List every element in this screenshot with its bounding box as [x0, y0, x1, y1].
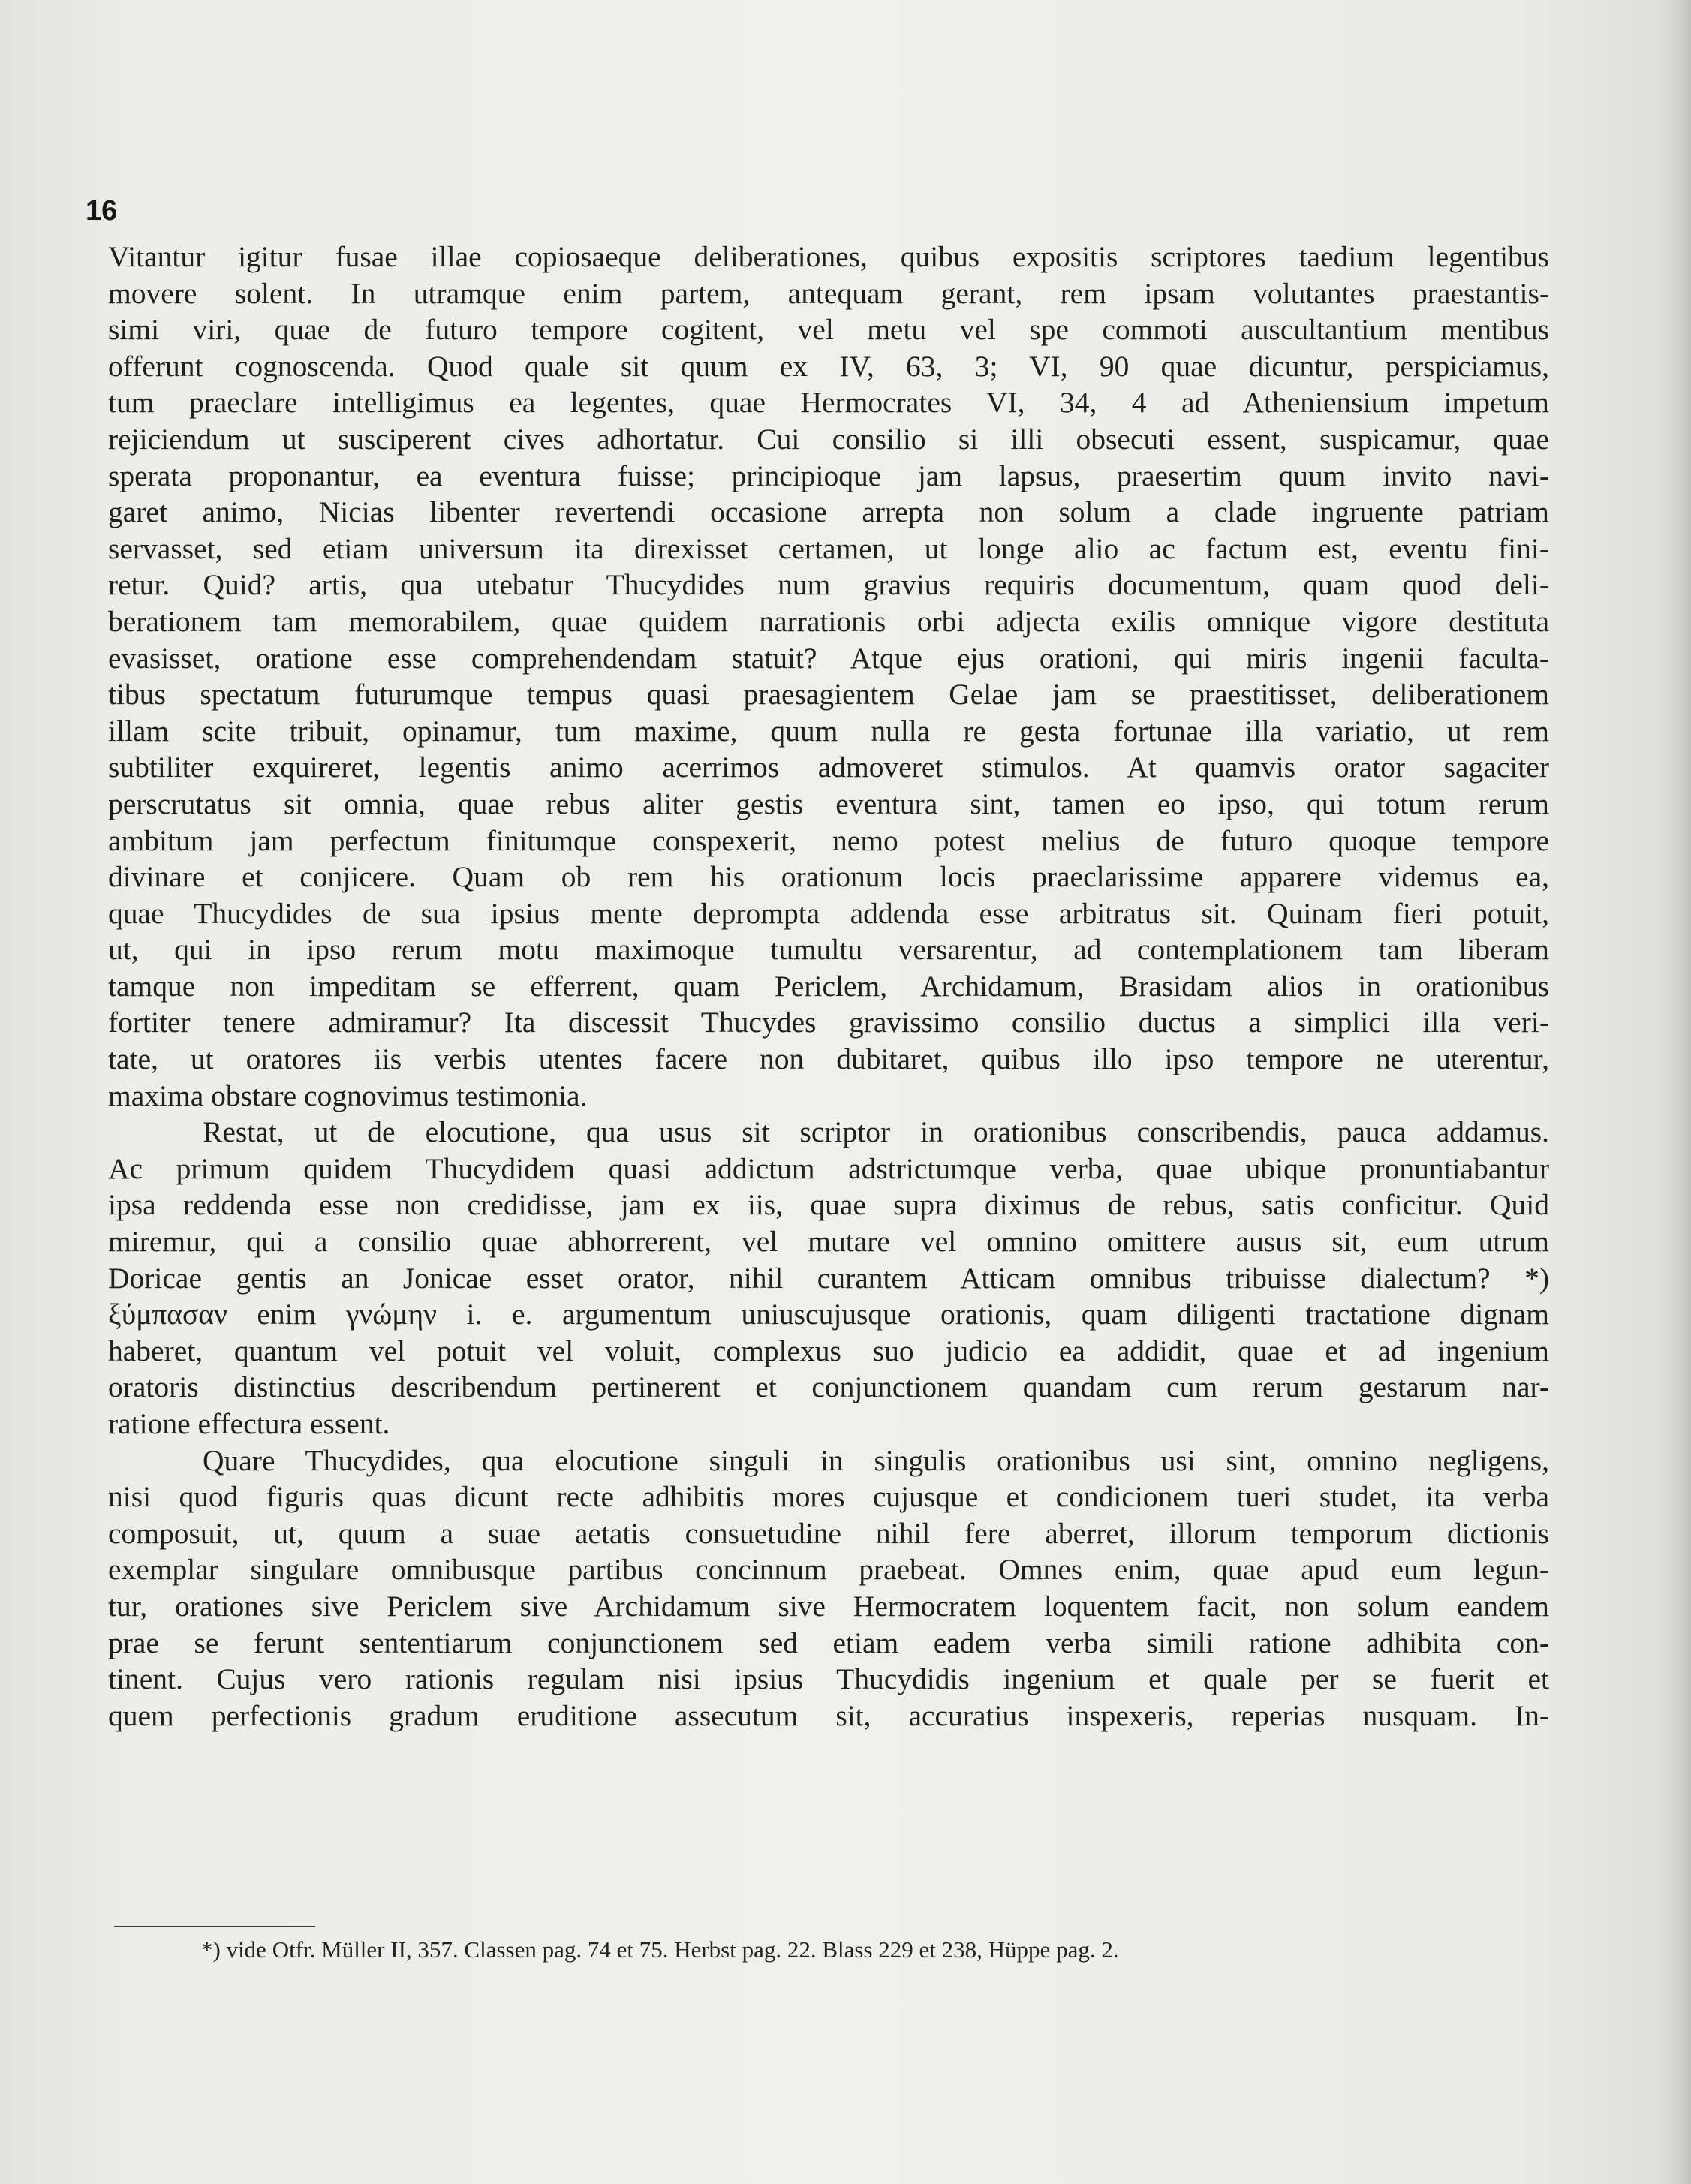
- text-line: tinent. Cujus vero rationis regulam nisi ipsius Thucydidis ingenium et quale per se fuerit et: [108, 1662, 1549, 1696]
- text-line: sperata proponantur, ea eventura fuisse; principioque jam lapsus, praesertim quum invito navi-: [108, 459, 1549, 492]
- text-line: miremur, qui a consilio quae abhorrerent, vel mutare vel omnino omittere ausus sit, eum utrum: [108, 1225, 1549, 1259]
- text-line: oratoris distinctius describendum pertinerent et conjunctionem quandam cum rerum gestarum nar-: [108, 1370, 1549, 1404]
- text-line: offerunt cognoscenda. Quod quale sit quum ex IV, 63, 3; VI, 90 quae dicuntur, perspiciamus,: [108, 349, 1549, 383]
- text-line: berationem tam memorabilem, quae quidem narrationis orbi adjecta exilis omnique vigore destituta: [108, 604, 1549, 638]
- text-line: evasisset, oratione esse comprehendendam statuit? Atque ejus orationi, qui miris ingenii faculta-: [108, 641, 1549, 675]
- page-number: 16: [86, 195, 118, 227]
- page-fold-shadow: [1659, 0, 1691, 2184]
- text-line: nisi quod figuris quas dicunt recte adhibitis mores cujusque et condicionem tueri studet, ita verba: [108, 1480, 1549, 1514]
- text-line: prae se ferunt sententiarum conjunctionem sed etiam eadem verba simili ratione adhibita con-: [108, 1626, 1549, 1659]
- text-line: divinare et conjicere. Quam ob rem his orationum locis praeclarissime apparere videmus ea,: [108, 860, 1549, 894]
- footnote: *) vide Otfr. Müller II, 357. Classen pag. 74 et 75. Herbst pag. 22. Blass 229 et 238, Hüppe pag. 2.: [201, 1936, 1119, 1963]
- text-line: tate, ut oratores iis verbis utentes facere non dubitaret, quibus illo ipso tempore ne uterentur,: [108, 1042, 1549, 1076]
- text-line: movere solent. In utramque enim partem, antequam gerant, rem ipsam volutantes praestantis-: [108, 276, 1549, 310]
- text-line: ambitum jam perfectum finitumque conspexerit, nemo potest melius de futuro quoque tempore: [108, 823, 1549, 857]
- text-line: Ac primum quidem Thucydidem quasi addictum adstrictumque verba, quae ubique pronuntiabantur: [108, 1151, 1549, 1185]
- text-line: garet animo, Nicias libenter revertendi occasione arrepta non solum a clade ingruente patriam: [108, 495, 1549, 529]
- text-line: haberet, quantum vel potuit vel voluit, complexus suo judicio ea addidit, quae et ad ingenium: [108, 1334, 1549, 1367]
- text-line: tum praeclare intelligimus ea legentes, quae Hermocrates VI, 34, 4 ad Atheniensium impetum: [108, 386, 1549, 420]
- text-line: servasset, sed etiam universum ita direxisset certamen, ut longe alio ac factum est, eventu fini-: [108, 531, 1549, 565]
- text-line: simi viri, quae de futuro tempore cogitent, vel metu vel spe commoti auscultantium mentibus: [108, 313, 1549, 347]
- text-line: ratione effectura essent.: [108, 1407, 390, 1440]
- text-line: retur. Quid? artis, qua utebatur Thucydides num gravius requiris documentum, quam quod deli-: [108, 568, 1549, 602]
- text-line: rejiciendum ut susciperent cives adhortatur. Cui consilio si illi obsecuti essent, suspicamur, quae: [108, 422, 1549, 456]
- footnote-separator: [114, 1926, 315, 1927]
- text-line: exemplar singulare omnibusque partibus concinnum praebeat. Omnes enim, quae apud eum legun-: [108, 1553, 1549, 1587]
- text-line: tamque non impeditam se efferrent, quam Periclem, Archidamum, Brasidam alios in orationibus: [108, 969, 1549, 1003]
- text-line: ξύμπασαν enim γνώμην i. e. argumentum uniuscujusque orationis, quam diligenti tractatione dignam: [108, 1298, 1549, 1331]
- text-line: quem perfectionis gradum eruditione assecutum sit, accuratius inspexeris, reperias nusquam. In-: [108, 1698, 1549, 1732]
- text-line: tur, orationes sive Periclem sive Archidamum sive Hermocratem loquentem facit, non solum eandem: [108, 1589, 1549, 1623]
- text-line: fortiter tenere admiramur? Ita discessit Thucydes gravissimo consilio ductus a simplici illa veri-: [108, 1006, 1549, 1039]
- text-line: illam scite tribuit, opinamur, tum maxime, quum nulla re gesta fortunae illa variatio, ut rem: [108, 714, 1549, 748]
- text-line: subtiliter exquireret, legentis animo acerrimos admoveret stimulos. At quamvis orator sagaciter: [108, 751, 1549, 784]
- text-line: Restat, ut de elocutione, qua usus sit scriptor in orationibus conscribendis, pauca addamus.: [203, 1115, 1549, 1149]
- text-line: composuit, ut, quum a suae aetatis consuetudine nihil fere aberret, illorum temporum dictionis: [108, 1516, 1549, 1550]
- body-text: [108, 239, 1549, 1734]
- text-line: maxima obstare cognovimus testimonia.: [108, 1078, 588, 1112]
- text-line: ipsa reddenda esse non credidisse, jam ex iis, quae supra diximus de rebus, satis conficitur. Quid: [108, 1188, 1549, 1222]
- text-line: Doricae gentis an Jonicae esset orator, nihil curantem Atticam omnibus tribuisse dialectum? *): [108, 1261, 1549, 1295]
- text-line: tibus spectatum futurumque tempus quasi praesagientem Gelae jam se praestitisset, deliberationem: [108, 678, 1549, 711]
- text-line: Vitantur igitur fusae illae copiosaeque deliberationes, quibus expositis scriptores taedium legentibus: [108, 240, 1549, 273]
- text-line: ut, qui in ipso rerum motu maximoque tumultu versarentur, ad contemplationem tam liberam: [108, 933, 1549, 967]
- text-line: perscrutatus sit omnia, quae rebus aliter gestis eventura sint, tamen eo ipso, qui totum rerum: [108, 787, 1549, 820]
- text-line: quae Thucydides de sua ipsius mente deprompta addenda esse arbitratus sit. Quinam fieri potuit,: [108, 896, 1549, 930]
- text-line: Quare Thucydides, qua elocutione singuli in singulis orationibus usi sint, omnino negligens,: [203, 1443, 1549, 1477]
